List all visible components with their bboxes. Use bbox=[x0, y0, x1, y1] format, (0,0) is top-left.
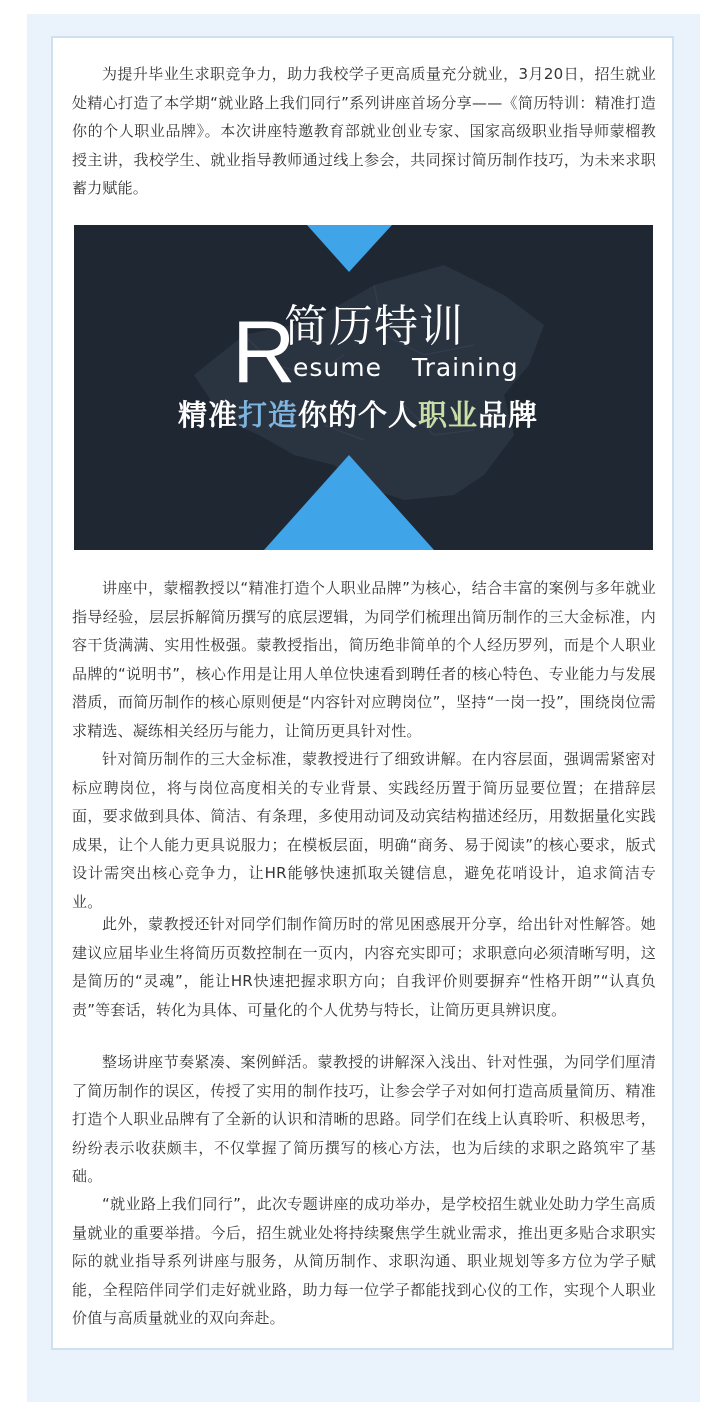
lecture-banner-image bbox=[74, 225, 653, 550]
banner-title-en-word1: esume bbox=[293, 353, 382, 382]
banner-subtitle-part5: 品牌 bbox=[478, 398, 539, 432]
article-paragraph-outlook: “就业路上我们同行”，此次专题讲座的成功举办，是学校招生就业处助力学生高质量就业的重要举措。今后，招生就业处将持续聚焦学生就业需求，推出更多贴合求职实际的就业指导系列讲座与服务，从简历制作、求职沟通、职业规划等多方位为学子赋能，全程陪伴同学们走好就业路，助力每一位学子都能找到心仪的工作，实现个人职业价值与高质量就业的双向奔赴。 bbox=[72, 1195, 656, 1327]
top-triangle bbox=[307, 225, 392, 272]
banner-title-cn: 简历特训 bbox=[284, 301, 464, 352]
banner-subtitle-part3: 你的个人 bbox=[298, 398, 419, 432]
article-paragraph-lecture: 讲座中，蒙榴教授以“精准打造个人职业品牌”为核心，结合丰富的案例与多年就业指导经验，层层拆解简历撰写的底层逻辑，为同学们梳理出简历制作的三大金标准，内容干货满满、实用性极强。蒙教授指出，简历绝非简单的个人经历罗列，而是个人职业品牌的“说明书”，核心作用是让用人单位快速看到聘任者的核心特色、专业能力与发展潜质，而简历制作的核心原则便是“内容针对应聘岗位”，坚持“一岗一投”，围绕岗位需求精选、凝练相关经历与能力，让简历更具针对性。 bbox=[72, 579, 656, 740]
article-paragraph-qa: 此外，蒙教授还针对同学们制作简历时的常见困惑展开分享，给出针对性解答。她建议应届毕业生将简历页数控制在一页内，内容充实即可；求职意向必须清晰写明，这是简历的“灵魂”，能让HR快速把握求职方向；自我评价则要摒弃“性格开朗”“认真负责”等套话，转化为具体、可量化的个人优势与特长，让简历更具辨识度。 bbox=[72, 915, 656, 1019]
article-paragraph-standards: 针对简历制作的三大金标准，蒙教授进行了细致讲解。在内容层面，强调需紧密对标应聘岗位，将与岗位高度相关的专业背景、实践经历置于简历显要位置；在措辞层面，要求做到具体、简洁、有条理，多使用动词及动宾结构描述经历，用数据量化实践成果，让个人能力更具说服力；在模板层面，明确“商务、易于阅读”的核心要求，版式设计需突出核心竞争力，让HR能够快速抓取关键信息，避免花哨设计，追求简洁专业。 bbox=[72, 750, 656, 911]
banner-subtitle-part2: 打造 bbox=[238, 398, 299, 432]
banner-subtitle-part4: 职业 bbox=[418, 398, 479, 432]
banner-subtitle bbox=[178, 395, 538, 435]
banner-title-en-word2: Training bbox=[411, 353, 519, 382]
banner-subtitle-part1: 精准 bbox=[178, 398, 239, 432]
logo-letter-r: R bbox=[232, 302, 296, 401]
article-paragraph-summary: 整场讲座节奏紧凑、案例鲜活。蒙教授的讲解深入浅出、针对性强，为同学们厘清了简历制作的误区，传授了实用的制作技巧，让参会学子对如何打造高质量简历、精准打造个人职业品牌有了全新的认识和清晰的思路。同学们在线上认真聆听、积极思考，纷纷表示收获颇丰，不仅掌握了简历撰写的核心方法，也为后续的求职之路筑牢了基础。 bbox=[72, 1053, 656, 1185]
article-paragraph-intro: 为提升毕业生求职竞争力，助力我校学子更高质量充分就业，3月20日，招生就业处精心打造了本学期“就业路上我们同行”系列讲座首场分享——《简历特训：精准打造你的个人职业品牌》。本次讲座特邀教育部就业创业专家、国家高级职业指导师蒙榴教授主讲，我校学生、就业指导教师通过线上参会，共同探讨简历制作技巧，为未来求职蓄力赋能。 bbox=[72, 65, 656, 197]
banner-graphics bbox=[74, 225, 653, 550]
banner-title-en bbox=[293, 354, 519, 382]
